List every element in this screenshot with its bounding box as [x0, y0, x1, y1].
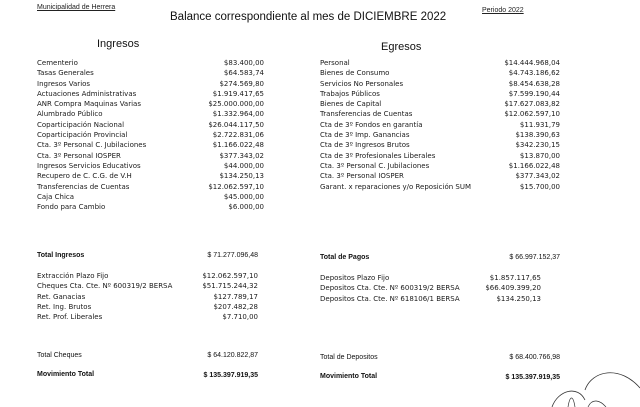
- item-value: $13.870,00: [519, 151, 560, 160]
- item-value: $134.250,13: [219, 172, 264, 181]
- list-item: [37, 271, 258, 281]
- list-item: [320, 120, 560, 130]
- list-item: [320, 99, 560, 109]
- list-item: [320, 294, 541, 304]
- list-item: [320, 79, 560, 89]
- total-pagos-label: Total de Pagos: [320, 254, 370, 261]
- list-item: [320, 58, 560, 68]
- item-value: $274.569,80: [219, 79, 264, 88]
- total-cheques-value: $ 64.120.822,87: [207, 352, 258, 359]
- item-value: $138.390,63: [515, 131, 560, 140]
- item-value: $127.789,17: [213, 292, 258, 301]
- item-value: $66.409.399,20: [485, 284, 541, 293]
- list-item: [37, 312, 258, 322]
- item-label: Transferencias de Cuentas: [37, 182, 130, 191]
- signature-icon: [540, 350, 640, 407]
- list-item: [320, 283, 541, 293]
- item-value: $1.332.964,00: [212, 110, 264, 119]
- list-item: [37, 192, 264, 202]
- egresos-heading: Egresos: [381, 41, 422, 53]
- item-value: $14.444.968,04: [504, 59, 560, 67]
- item-value: $8.454.638,28: [508, 79, 560, 88]
- item-label: Ret. Ing. Brutos: [37, 302, 92, 311]
- item-label: Cta. 3º Personal IOSPER: [37, 151, 121, 160]
- item-label: Depositos Cta. Cte. Nº 618106/1 BERSA: [320, 294, 460, 303]
- item-value: $377.343,02: [219, 151, 264, 160]
- item-value: $1.166.022,48: [212, 141, 264, 150]
- item-label: Cta. 3º Personal C. Jubilaciones: [37, 141, 147, 150]
- item-value: $2.722.831,06: [212, 131, 264, 140]
- item-value: $25.000.000,00: [208, 100, 264, 109]
- list-item: [37, 68, 264, 78]
- list-item: [37, 151, 264, 161]
- list-item: [37, 58, 264, 68]
- item-value: $1.919.417,65: [212, 89, 264, 98]
- total-depositos-value: $ 68.400.766,98: [509, 354, 560, 361]
- movimiento-total-ingresos-label: Movimiento Total: [37, 371, 95, 378]
- item-value: $342.230,15: [515, 141, 560, 150]
- list-item: [320, 151, 560, 161]
- item-label: Actuaciones Administrativas: [37, 89, 137, 98]
- list-item: [320, 89, 560, 99]
- list-item: [37, 109, 264, 119]
- item-label: Tasas Generales: [37, 69, 94, 78]
- ingresos-movements: [37, 271, 258, 322]
- movimiento-total-egresos-value: $ 135.397.919,35: [505, 374, 560, 381]
- list-item: [320, 273, 541, 283]
- list-item: [37, 140, 264, 150]
- item-value: $44.000,00: [223, 161, 264, 170]
- item-label: Coparticipación Nacional: [37, 120, 125, 129]
- item-label: Cta. 3º Personal IOSPER: [320, 172, 404, 181]
- item-label: Coparticipación Provincial: [37, 131, 128, 140]
- item-value: $207.482,28: [213, 302, 258, 311]
- item-label: Cta de 3º Imp. Ganancias: [320, 131, 410, 140]
- list-item: [37, 130, 264, 140]
- list-item: [320, 109, 560, 119]
- item-label: Bienes de Consumo: [320, 69, 390, 78]
- item-label: Garant. x reparaciones y/o Reposición SUM: [320, 182, 472, 191]
- list-item: [37, 292, 258, 302]
- list-item: [37, 99, 264, 109]
- item-value: $7.710,00: [222, 313, 258, 322]
- item-label: Cta de 3º Profesionales Liberales: [320, 151, 436, 160]
- item-value: $51.715.244,32: [202, 282, 258, 291]
- item-value: $6.000,00: [228, 203, 264, 212]
- list-item: [37, 302, 258, 312]
- organization-name: Municipalidad de Herrera: [37, 4, 116, 11]
- item-label: Servicios No Personales: [320, 79, 404, 88]
- item-label: Personal: [320, 59, 350, 67]
- item-value: $12.062.597,10: [202, 272, 258, 280]
- movimiento-total-egresos-label: Movimiento Total: [320, 373, 378, 380]
- list-item: [320, 68, 560, 78]
- ingresos-list: [37, 58, 264, 212]
- item-value: $4.743.186,62: [508, 69, 560, 78]
- list-item: [37, 89, 264, 99]
- list-item: [320, 182, 560, 192]
- egresos-movements: [320, 273, 541, 304]
- item-label: Cta de 3º Fondos en garantía: [320, 120, 423, 129]
- total-ingresos-value: $ 71.277.096,48: [207, 252, 258, 259]
- list-item: [320, 161, 560, 171]
- item-label: Extracción Plazo Fijo: [37, 272, 109, 280]
- item-value: $15.700,00: [519, 182, 560, 191]
- item-label: Cta. 3º Personal C. Jubilaciones: [320, 161, 430, 170]
- item-label: Transferencias de Cuentas: [320, 110, 413, 119]
- item-value: $64.583,74: [223, 69, 264, 78]
- list-item: [37, 79, 264, 89]
- item-value: $12.062.597,10: [208, 182, 264, 191]
- total-depositos-label: Total de Depositos: [320, 354, 378, 361]
- item-value: $377.343,02: [515, 172, 560, 181]
- item-value: $83.400,00: [223, 59, 264, 67]
- item-value: $17.627.083,82: [504, 100, 560, 109]
- item-label: Depositos Cta. Cte. Nº 600319/2 BERSA: [320, 284, 460, 293]
- item-value: $11.931,79: [519, 120, 560, 129]
- item-label: Bienes de Capital: [320, 100, 382, 109]
- total-ingresos-label: Total Ingresos: [37, 252, 85, 259]
- item-label: Cementerio: [37, 59, 78, 67]
- list-item: [37, 202, 264, 212]
- item-value: $26.044.117,50: [208, 120, 264, 129]
- item-label: Alumbrado Público: [37, 110, 103, 119]
- item-label: ANR Compra Maquinas Varias: [37, 100, 141, 109]
- item-label: Ingresos Varios: [37, 79, 91, 88]
- total-cheques-label: Total Cheques: [37, 352, 82, 359]
- list-item: [37, 171, 264, 181]
- egresos-list: [320, 58, 560, 192]
- item-label: Ret. Ganacias: [37, 292, 86, 301]
- item-label: Cta de 3º Ingresos Brutos: [320, 141, 410, 150]
- ingresos-heading: Ingresos: [97, 38, 140, 50]
- list-item: [37, 161, 264, 171]
- period-label: Periodo 2022: [482, 7, 524, 14]
- document-title: Balance correspondiente al mes de DICIEMBRE 2022: [170, 11, 447, 23]
- list-item: [320, 130, 560, 140]
- list-item: [37, 120, 264, 130]
- item-label: Recupero de C. C.G. de V.H: [37, 172, 132, 181]
- item-label: Fondo para Cambio: [37, 203, 106, 212]
- movimiento-total-ingresos-value: $ 135.397.919,35: [203, 372, 258, 379]
- item-value: $45.000,00: [223, 192, 264, 201]
- item-value: $12.062.597,10: [504, 110, 560, 119]
- item-label: Ret. Prof. Liberales: [37, 313, 103, 322]
- item-value: $134.250,13: [496, 294, 541, 303]
- item-value: $1.166.022,48: [508, 161, 560, 170]
- total-pagos-value: $ 66.997.152,37: [509, 254, 560, 261]
- list-item: [320, 140, 560, 150]
- item-label: Caja Chica: [37, 192, 75, 201]
- item-label: Cheques Cta. Cte. Nº 600319/2 BERSA: [37, 282, 173, 291]
- list-item: [320, 171, 560, 181]
- list-item: [37, 182, 264, 192]
- item-value: $7.599.190,44: [508, 89, 560, 98]
- list-item: [37, 281, 258, 291]
- item-label: Trabajos Públicos: [320, 89, 380, 98]
- item-label: Ingresos Servicios Educativos: [37, 161, 141, 170]
- item-label: Depositos Plazo Fijo: [320, 274, 390, 282]
- item-value: $1.857.117,65: [489, 274, 541, 282]
